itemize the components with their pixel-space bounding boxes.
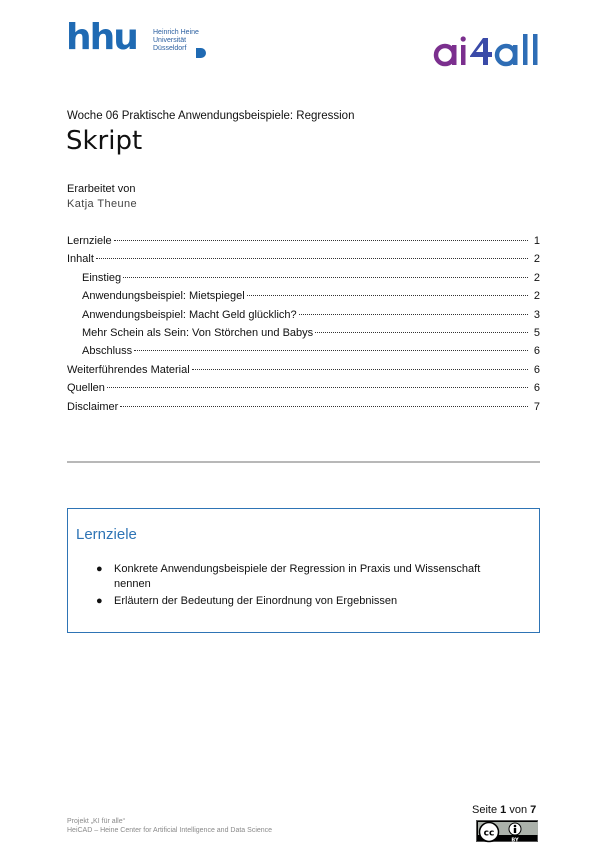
toc-subentry[interactable]: Einstieg 2	[82, 271, 540, 284]
toc-entry[interactable]: Quellen 6	[67, 382, 540, 395]
toc-subentry[interactable]: Anwendungsbeispiel: Mietspiegel 2	[82, 290, 540, 303]
page-title: Skript	[66, 126, 143, 156]
bullet-icon: ●	[96, 595, 103, 607]
hhu-university-name: Heinrich Heine Universität Düsseldorf	[153, 29, 199, 52]
toc-subentry[interactable]: Anwendungsbeispiel: Macht Geld glücklich? 3	[82, 308, 540, 321]
hhu-wordmark: hhu	[66, 17, 137, 58]
hhu-logo-mark-icon	[196, 48, 206, 58]
table-of-contents	[67, 235, 540, 419]
svg-text:cc: cc	[483, 828, 495, 839]
hhu-logo	[66, 17, 216, 64]
learning-goals-list	[96, 562, 506, 611]
bullet-icon: ●	[96, 563, 103, 575]
list-item: ● Erläutern der Bedeutung der Einordnung von Ergebnissen	[96, 595, 398, 607]
toc-entry[interactable]: Lernziele 1	[67, 235, 540, 247]
author-name: Katja Theune	[67, 198, 138, 210]
author-label: Erarbeitet von	[67, 183, 136, 195]
toc-entry[interactable]: Inhalt 2	[67, 253, 540, 266]
ai4all-logo	[433, 32, 545, 72]
learning-goals-title: Lernziele	[76, 526, 137, 543]
document-subtitle: Woche 06 Praktische Anwendungsbeispiele: Regression	[67, 110, 355, 122]
toc-subentry[interactable]: Abschluss 6	[82, 345, 540, 358]
section-divider	[67, 461, 540, 463]
page-indicator: Seite 1 von 7	[472, 804, 537, 816]
footer-project-info: Projekt „KI für alle“ HeiCAD – Heine Center for Artificial Intelligence and Data Science	[67, 818, 273, 834]
svg-text:BY: BY	[511, 837, 519, 843]
toc-subentry[interactable]: Mehr Schein als Sein: Von Störchen und Babys 5	[82, 326, 540, 339]
list-item: ● Konkrete Anwendungsbeispiele der Regression in Praxis und Wissenschaft nennen	[96, 563, 481, 590]
toc-entry[interactable]: Disclaimer 7	[67, 400, 540, 413]
toc-entry[interactable]: Weiterführendes Material 6	[67, 363, 540, 376]
cc-by-license-badge	[476, 820, 538, 842]
learning-goals-box	[67, 508, 540, 633]
